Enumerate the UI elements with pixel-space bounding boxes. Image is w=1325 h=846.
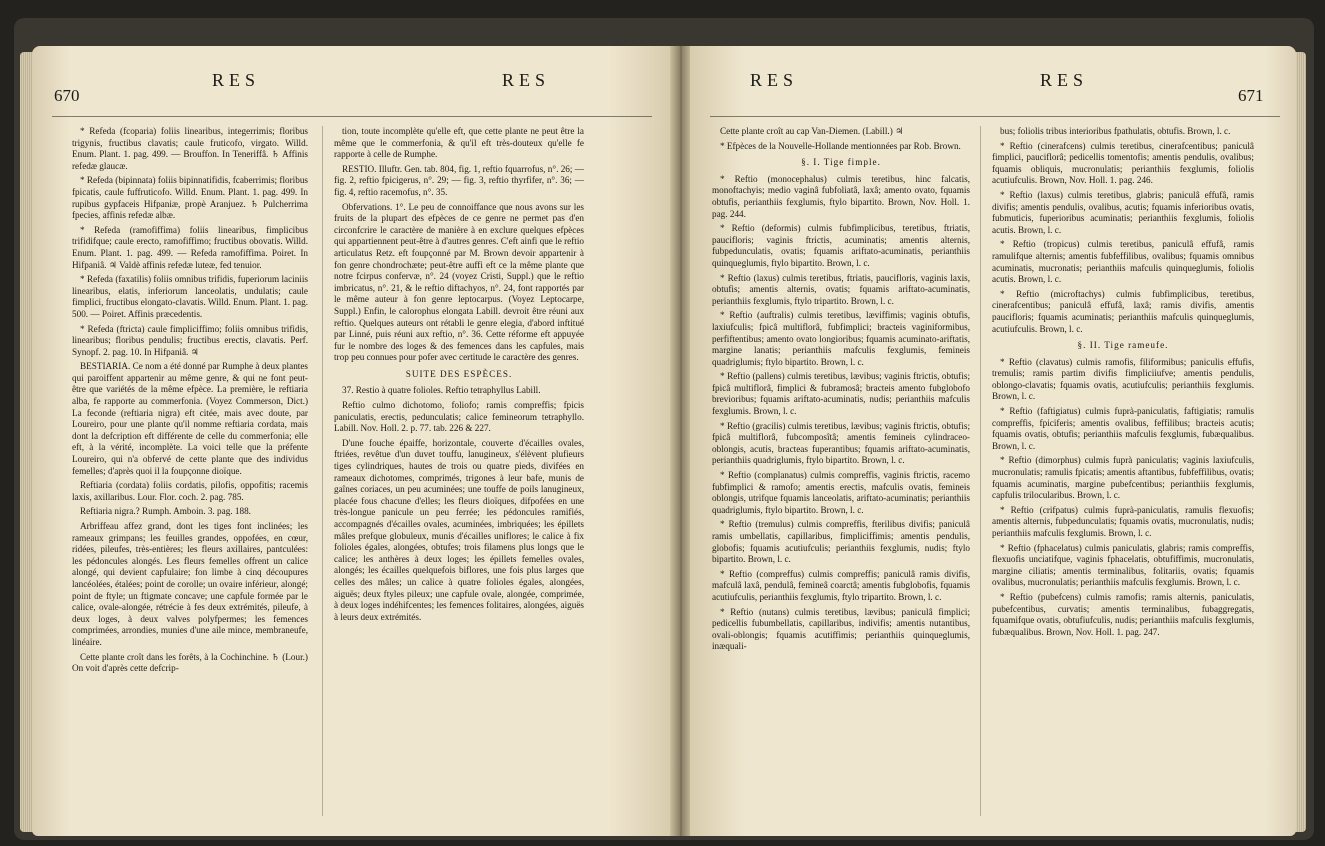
running-header: RES	[212, 70, 261, 90]
text-column-2	[992, 126, 1254, 641]
paragraph: * Reftio (microftachys) culmis fubfimplicibus, teretibus, cinerafcentibus; paniculâ effufâ, laxâ; ramis divifis, amentis paucifloris; fquamis acuminatis; perianthiis mafculis quinqueglumis, acutiufculis. Brown, l. c.	[992, 288, 1254, 334]
paragraph: Reftiaria nigra.? Rumph. Amboin. 3. pag. 188.	[80, 506, 251, 517]
text-column-1	[712, 126, 970, 656]
paragraph: * Reftio (complanatus) culmis compreffis, vaginis ftrictis, racemo fubfimplici & ramofo; amentis erectis, mafculis ovatis, femineis oblongis, utrifque fquamis lanceolatis, ariftato-acuminatis; perianthiis quadriglumis, ftylo bipartito. Brown, l. c.	[712, 470, 970, 515]
paragraph: Arbriffeau affez grand, dont les tiges font inclinées; les rameaux grimpans; les feuilles grandes, oppofées, en cœur, ridées, pileufes, très-entières; les fleurs axillaires, pantculées: les pédoncules alongés. Les fleurs femelles offrent un calice alongé, qui devient capfulaire; fon limbe à cinq découpures lancéolées, étalées; point de corolle; un ovaire inférieur, alongé; point de ftyle; un ftigmate concave; une capfule formée par le calice, ovale-alongée, rétrécie à fes deux extrémités, pileufe, à deux loges, à deux valves polyfpermes; les femences comprimées, arrondies, munies d'une aile mince, membraneufe, linéaire.	[72, 521, 308, 647]
book	[14, 18, 1314, 840]
paragraph: * Reftio (dimorphus) culmis fuprà paniculatis; vaginis laxiufculis, mucronulatis; ramulis fpicatis; amentis aftantibus, fubfeffilibus, ovatis; fquamis acuminatis, margine pubefcentibus; perianthiis fexglumis, capfulis trilocularibus. Brown, l. c.	[992, 455, 1254, 501]
running-header: RES	[502, 70, 551, 90]
paragraph: * Reftio (pubefcens) culmis ramofis; ramis alternis, paniculatis, pubefcentibus, curvatis; amentis terminalibus, fubaggregatis, fquamifque ovatis, obtufiufculis, nudis; perianthiis mafculis fexglumis, fubæqualibus. Brown, Nov. Holl. 1. pag. 247.	[992, 591, 1254, 637]
paragraph: * Reftio (crifpatus) culmis fuprà-paniculatis, ramulis flexuofis; amentis alternis, fubpedunculatis; fquamis ovatis, mucronulatis, nudis; perianthiis mafculis fexglumis. Brown, l. c.	[992, 504, 1254, 538]
paragraph: 37. Restio à quatre folioles. Reftio tetraphyllus Labill.	[342, 385, 541, 396]
paragraph: tion, toute incomplète qu'elle eft, que cette plante ne peut être la même que le commerfonia, & qu'il eft très-douteux qu'elle fe rapporte à celle de Rumphe.	[334, 126, 584, 160]
paragraph: * Efpèces de la Nouvelle-Hollande mentionnées par Rob. Brown.	[720, 140, 961, 151]
page-number: 670	[54, 86, 80, 105]
paragraph: Reftio culmo dichotomo, foliofo; ramis compreffis; fpicis paniculatis, erectis, pedunculatis; calice femineorum tetraphyllo. Labill. Nov. Holl. 2. p. 77. tab. 226 & 227.	[334, 400, 584, 434]
text-column-2	[334, 126, 584, 626]
paragraph: * Refeda (fcoparia) foliis linearibus, integerrimis; floribus trigynis, fructibus clavatis; caule fruticofo, virgato. Willd. Enum. Plant. 1. pag. 499. — Brouffon. In Teneriffâ. ♄ Affinis refedæ glaucæ.	[72, 126, 308, 171]
paragraph: * Refeda (bipinnata) foliis bipinnatifidis, fcaberrimis; floribus fpicatis, caule fuffruticofo. Willd. Enum. Plant. 1. pag. 499. In rupibus gypfaceis Hifpaniæ, propè Aranjuez. ♄ Pulcherrima fpecies, affinis refedæ albæ.	[72, 175, 308, 221]
paragraph: * Reftio (tropicus) culmis teretibus, paniculâ effufâ, ramis ramulifque alternis; amentis fubfeffilibus, ovalibus; fquamis omnibus acuminatis, mucronatis; perianthiis mafculis quinqueglumis, foliolis acutis. Brown, l. c.	[992, 239, 1254, 285]
header-rule	[52, 116, 652, 117]
header-rule	[710, 116, 1280, 117]
paragraph: * Reftio (nutans) culmis teretibus, lævibus; paniculâ fimplici; pedicellis fubumbellatis, capillaribus, indivifis; amentis nutantibus, ovali-oblongis; fquamis acutiffimis; perianthiis quinqueglumis, inæquali-	[712, 606, 970, 652]
paragraph: * Reftio (laxus) culmis teretibus, ftriatis, paucifloris, vaginis laxis, obtufis; amentis alternis, ovatis; fquamis ariftato-acuminatis, perianthiis fexglumis, ftylo tripartito. Brown, l. c.	[712, 272, 970, 306]
page-number: 671	[1238, 86, 1264, 105]
paragraph: * Reftio (monocephalus) culmis teretibus, hinc falcatis, monoftachyis; medio vaginâ fubfoliatâ, laxâ; amento ovato, fquamis obtufis, perianthiis fexglumis, ftylo bipartito. Brown, Nov. Holl. 1. pag. 244.	[712, 173, 970, 219]
book-gutter	[670, 46, 692, 836]
right-page	[690, 46, 1296, 836]
paragraph: * Reftio (gracilis) culmis teretibus, lævibus; vaginis ftrictis, obtufis; fpicâ multiflorâ, fubcomposîtâ; amentis femineis cylindraceo-oblongis, acutis, bracteas fuperantibus; fquamis ariftato-acuminatis, perianthiis quadriglumis, ftylo bipartito. Brown, l. c.	[712, 420, 970, 466]
paragraph: * Reftio (clavatus) culmis ramofis, filiformibus; paniculis effufis, tremulis; ramis partim divifis fimpliciiufve; amentis pendulis, oblongo-clavatis; fquamis ovatis, acutiufculis; perianthiis fexglumis. Brown, l. c.	[992, 356, 1254, 402]
column-separator	[322, 126, 323, 816]
paragraph: * Refeda (ftricta) caule fimpliciffimo; foliis omnibus trifidis, linearibus; floribus pendulis; fructibus erectis, clavatis. Perf. Synopf. 2. pag. 10. In Hifpaniâ. ♃	[72, 323, 308, 357]
paragraph: * Reftio (tremulus) culmis compreffis, fterilibus divifis; paniculâ ramis umbellatis, capillaribus, fimpliciffimis; amentis pendulis, globofis; fquamis acutiufculis; perianthiis fexglumis, nudis; ftylo bipartito. Brown, l. c.	[712, 519, 970, 565]
paragraph: Cette plante croît au cap Van-Diemen. (Labill.) ♃	[720, 126, 904, 136]
paragraph: bus; foliolis tribus interioribus fpathulatis, obtufis. Brown, l. c.	[1000, 126, 1231, 136]
paragraph: * Refeda (faxatilis) foliis omnibus trifidis, fuperiorum laciniis linearibus, elatis, inferiorum lanceolatis, undulatis; caule fimplici, fructibus elongato-clavatis. Willd. Enum. Plant. 1. pag. 500. — Poiret. Affinis præcedentis.	[72, 274, 308, 319]
paragraph: BESTIARIA. Ce nom a été donné par Rumphe à deux plantes qui paroiffent appartenir au même genre, & qui ne font peut-être que variétés de la même efpèce. La première, le reftiaria alba, fe rapporte au commerfonia. (Voyez Commerson, Dict.) La feconde (reftiaria nigra) eft citée, mais avec doute, par Loureiro, pour une plante qu'il nomme reftiaria cordata, mais dont la defcription eft différente de celle du commerfonia; elle eft, à la vérité, incomplète. La voici telle que la préfente Loureiro, qui n'a obfervé de cette plante que des individus femelles; d'après quoi il la foupçonne dioïque.	[72, 361, 308, 476]
text-column-1	[72, 126, 308, 678]
paragraph: Obfervations. 1°. Le peu de connoiffance que nous avons sur les fruits de la plupart des efpèces de ce genre ne permet pas d'en circonfcrire le caractère de manière à en exclure quelques efpèces qui appartiennent peut-être à d'autres genres. C'eft ainfi que le reftio articulatus Retz. eft foupçonné par M. Brown devoir appartenir à fon genre chondrochæte; peut-être auffi eft ce la même plante que notre fcirpus confervæ, n°. 24 (voyez Cristi, Suppl.) que le reftio imbricatus, n°. 21, & le reftio diftachyos, n°. 24, font rapportés par le même auteur à fon genre leptocarpus. (Voyez Leptocarpe, Suppl.) Enfin, le calorophus elongata Labill. devroit être réuni aux reftio. Quelques auteurs ont rétabli le genre elegia, d'abord inftitué par Linné, puis réuni aux reftio, n°. 36. Cette réforme eft appuyée fur le nombre des loges & des femences dans les capfules, mais trop peu connues pour pofer avec certitude le caractère des genres.	[334, 201, 584, 363]
paragraph: SUITE DES ESPÈCES.	[405, 368, 513, 379]
paragraph: * Reftio (auftralis) culmis teretibus, læviffimis; vaginis obtufis, laxiufculis; fpicâ multiflorâ, fubfimplici; bracteis vaginiformibus, perfiftentibus; amento ovato longioribus; fquamis acuminato-ariftatis, margine lanatis; perianthiis mafculis fexglumis, femineis quadriglumis; ftylo bipartito. Brown, l. c.	[712, 310, 970, 367]
paragraph: Reftiaria (cordata) foliis cordatis, pilofis, oppofitis; racemis laxis, axillaribus. Lour. Flor. coch. 2. pag. 785.	[72, 480, 308, 502]
paragraph: D'une fouche épaiffe, horizontale, couverte d'écailles ovales, ftriées, revêtue d'un duvet touffu, lanugineux, s'élèvent plufieurs tiges cylindriques, hautes de trois ou quatre pieds, divifées en rameaux dichotomes, comprimés, trigones à leur bafe, munis de gaînes coriaces, un peu acuminées; une touffe de poils lanugineux, placée fous chacune d'elles; les fleurs dioïques, difpofées en une très-longue panicule un peu ferrée; les pédoncules ramifiés, accompagnés d'écailles ovales, acuminées, imbriquées; les épillets mâles prefque globuleux, munis d'écailles uniflores; le calice à fix folioles égales, alongées, obtufes; trois filamens plus longs que le calice; les anthères à deux loges; les épillets femelles ovales, alongés; les écailles quelquefois biflores, une fois plus larges que celles des mâles; un calice à quatre folioles égales, alongées, aiguës; deux ftyles pileux; une capfule ovale, alongée, comprimée, à deux loges indéhifcentes; les femences folitaires, alongées, aiguës à leurs deux extrémités.	[334, 437, 584, 622]
paragraph: §. II. Tige rameufe.	[1077, 340, 1169, 351]
running-header: RES	[750, 70, 799, 90]
paragraph: * Reftio (cinerafcens) culmis teretibus, cinerafcentibus; paniculâ fimplici, pauciflorâ; pedicellis tomentofis; amentis pendulis, ovalibus; fquamis obliquis, mucronulatis; perianthiis fexglumis, foliolis acutiufculis. Brown, Nov. Holl. 1. pag. 246.	[992, 140, 1254, 186]
paragraph: * Reftio (deformis) culmis fubfimplicibus, teretibus, ftriatis, paucifloris; vaginis ftrictis, acuminatis; amentis alternis, fubpedunculatis, ovatis; fquamis ariftato-acuminatis, perianthiis quinqueglumis, ftylo bipartito. Brown, l. c.	[712, 223, 970, 268]
paragraph: RESTIO. Illuftr. Gen. tab. 804, fig. 1, reftio fquarrofus, n°. 26; — fig. 2, reftio fpicigerus, n°. 29; — fig. 3, reftio thyrfifer, n°. 36; — fig. 4, reftio racemofus, n°. 35.	[334, 163, 584, 197]
paragraph: * Reftio (pallens) culmis teretibus, lævibus; vaginis ftrictis, obtufis; fpicâ multiflorâ, fimplici & fubramosâ; bracteis amento fubglobofo brevioribus; fquamis ariftato-acuminatis, nudis; perianthiis mafculis fexglumis. Brown, l. c.	[712, 371, 970, 417]
paragraph: * Reftio (compreffus) culmis compreffis; paniculâ ramis divifis, mafculâ laxâ, pendulâ, femineâ coarctâ; amentis fubglobofis, fquamis acutiufculis, perianthiis fexglumis, ftylo tripartito. Brown, l. c.	[712, 568, 970, 602]
column-separator	[980, 126, 981, 816]
left-page	[32, 46, 672, 836]
paragraph: * Reftio (laxus) culmis teretibus, glabris; paniculâ effufâ, ramis divifis; amentis pendulis, ovalibus, acutis; fquamis inferioribus ovatis, fubmuticis, fuperioribus acuminatis; perianthiis fexglumis, foliolis acutis. Brown, l. c.	[992, 189, 1254, 235]
paragraph: * Reftio (fphacelatus) culmis paniculatis, glabris; ramis compreffis, flexuofis unciatifque, vaginis fphacelatis, obtufiffimis, mucronulatis, margine ciliatis; amentis terminalibus, folitariis, ovatis; fquamis ovalibus, mucronulatis; perianthiis mafculis fexglumis. Brown, l. c.	[992, 542, 1254, 588]
paragraph: * Refeda (ramofiffima) foliis linearibus, fimplicibus trifidifque; caule erecto, ramofiffimo; fructibus obovatis. Willd. Enum. Plant. 1. pag. 499. — Refeda ramofiffima. Poiret. In Hifpaniâ. ♃ Valdè affinis refedæ luteæ, fed tenuior.	[72, 224, 308, 270]
paragraph: Cette plante croît dans les forêts, à la Cochinchine. ♄ (Lour.) On voit d'après cette defcrip-	[72, 651, 308, 674]
running-header: RES	[1040, 70, 1089, 90]
paragraph: * Reftio (faftigiatus) culmis fuprà-paniculatis, faftigiatis; ramulis compreffis, fpiciferis; amentis ovalibus, feffilibus; bracteis acutis; fquamis ovatis, obtufis; perianthiis mafculis fexglumis, fubæqualibus. Brown, l. c.	[992, 406, 1254, 451]
paragraph: §. I. Tige fimple.	[801, 157, 881, 168]
